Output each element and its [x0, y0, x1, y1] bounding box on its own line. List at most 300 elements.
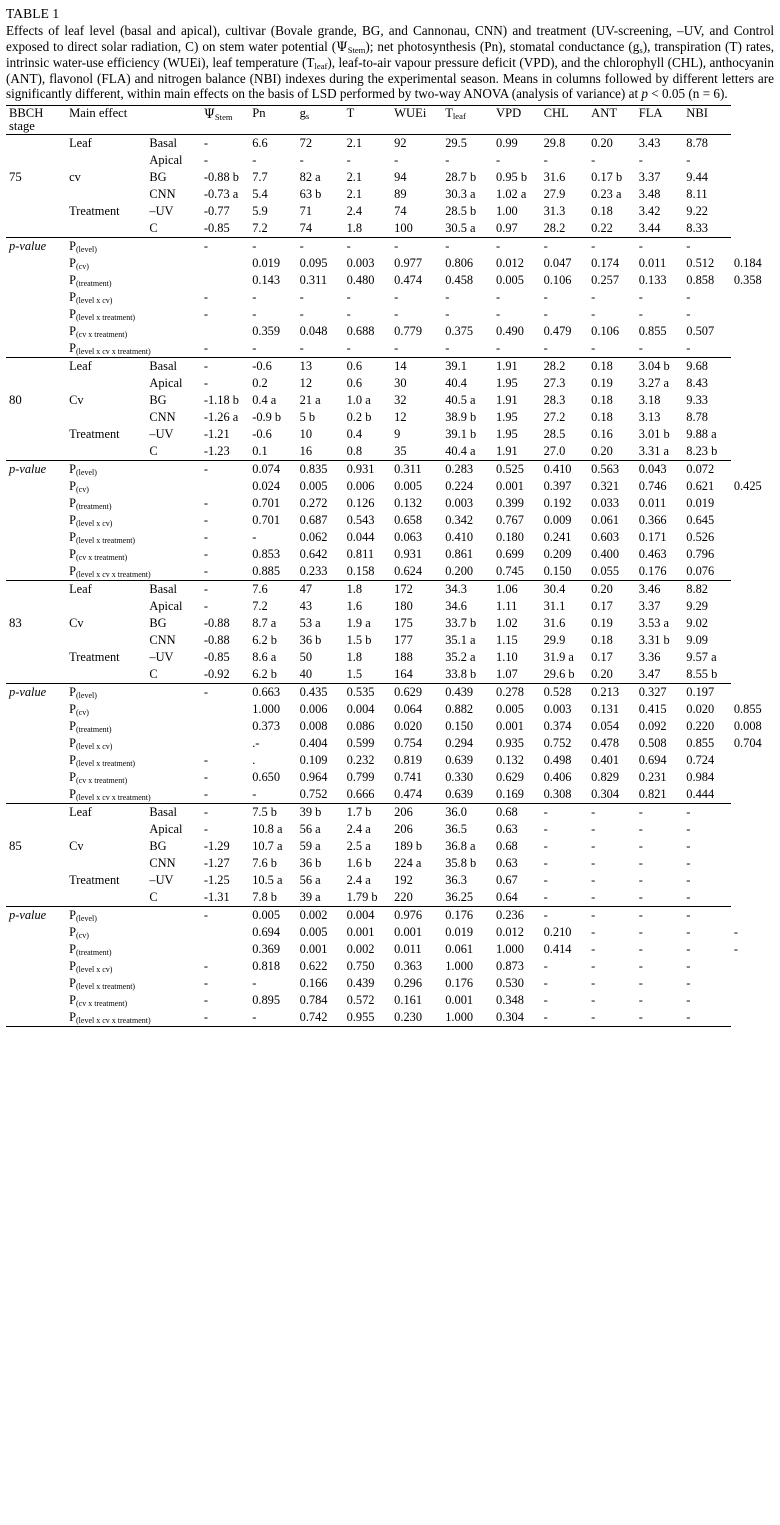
bbch-stage-blank — [6, 426, 66, 443]
header-main-effect: Main effect — [66, 105, 146, 134]
pvalue-cell: 0.741 — [394, 770, 423, 785]
value-cell: 36.25 — [445, 890, 474, 905]
pvalue-term: P(level x cv x treatment) — [69, 564, 151, 580]
value-cell: 40.4 — [445, 376, 467, 391]
value-cell: 39.1 — [442, 358, 493, 376]
pvalue-cell: 0.061 — [445, 942, 474, 957]
value-cell: 7.2 — [252, 599, 268, 614]
pvalue-cell: - — [252, 307, 257, 322]
main-effect-level: –UV — [149, 650, 174, 665]
pvalue-cell: 0.479 — [543, 324, 572, 339]
pvalue-cell: 0.525 — [493, 461, 541, 479]
pvalue-label-blank — [6, 306, 66, 323]
pvalue-cell: - — [686, 925, 691, 940]
value-cell: 0.6 — [346, 376, 363, 391]
pvalue-cell: 0.624 — [394, 564, 423, 579]
pvalue-cell: 0.463 — [638, 547, 667, 562]
header-psi-stem: ΨStem — [201, 105, 249, 134]
pvalue-cell: 0.008 — [299, 719, 328, 734]
value-cell: 1.15 — [496, 633, 518, 648]
pvalue-cell: 0.401 — [591, 753, 620, 768]
pvalue-cell: - — [201, 907, 249, 925]
value-cell: 0.18 — [591, 393, 613, 408]
value-cell: 7.6 — [249, 581, 296, 599]
pvalue-cell: 0.109 — [299, 753, 328, 768]
pvalue-cell: - — [683, 1009, 731, 1027]
pvalue-cell: 0.528 — [541, 684, 589, 702]
pvalue-cell: 0.311 — [299, 273, 328, 288]
pvalue-cell: - — [543, 307, 548, 322]
main-effect-level: BG — [149, 616, 167, 631]
value-cell: 0.18 — [591, 633, 613, 648]
pvalue-term: P(cv) — [69, 479, 89, 495]
value-cell: 1.9 a — [346, 616, 371, 631]
pvalue-cell: 0.011 — [394, 942, 422, 957]
table-row — [6, 186, 778, 203]
value-cell: -0.73 a — [203, 187, 239, 202]
pvalue-cell: 0.964 — [299, 770, 328, 785]
table-row — [6, 443, 778, 461]
value-cell: 0.1 — [252, 444, 268, 459]
main-effect — [66, 598, 146, 615]
pvalue-cell: 0.374 — [543, 719, 572, 734]
value-cell: 0.22 — [591, 221, 613, 236]
value-cell: - — [591, 839, 596, 854]
pvalue-cell: - — [496, 290, 501, 305]
pvalue-term: P(level x cv x treatment) — [69, 341, 151, 357]
value-cell: - — [686, 856, 691, 871]
pvalue-cell: 0.001 — [496, 719, 524, 734]
pvalue-cell: 0.143 — [252, 273, 281, 288]
pvalue-cell: 0.754 — [394, 736, 423, 751]
pvalue-cell: - — [591, 290, 596, 305]
pvalue-cell: 0.650 — [252, 770, 281, 785]
pvalue-cell: 0.241 — [543, 530, 572, 545]
pvalue-cell — [201, 941, 249, 958]
pvalue-cell: - — [591, 341, 596, 356]
pvalue-row — [6, 340, 778, 358]
value-cell: 9 — [394, 427, 401, 442]
pvalue-cell: 0.009 — [543, 513, 572, 528]
pvalue-term: P(level x treatment) — [69, 976, 136, 992]
pvalue-cell: - — [203, 290, 208, 305]
pvalue-cell: - — [203, 770, 208, 785]
value-cell: 10.8 a — [252, 822, 283, 837]
table-caption: Effects of leaf level (basal and apical), cultivar (Bovale grande, BG, and Cannonau, CNN) and treatment (UV-screening, –UV, and Control exposed to direct solar radiation, C) on stem water potential (ΨStem); net photosynthesis (Pn), stomatal conductance (gs), transpiration (T) rates, intrinsic water-use efficiency (WUEi), leaf temperature (Tleaf), leaf-to-air vapour pressure deficit (VPD), and the chlorophyll (CHL), anthocyanin (ANT), flavonol (FLA) and nitrogen balance (NBI) indexes during the experimental season. Means in columns followed by different letters are significantly different, within main effects on the basis of LSD performed by two-way ANOVA (analysis of variance) at p < 0.05 (n = 6). — [6, 23, 775, 102]
pvalue-cell: 0.002 — [346, 942, 375, 957]
pvalue-label-blank — [6, 718, 66, 735]
pvalue-cell: - — [591, 976, 596, 991]
pvalue-cell: - — [299, 341, 304, 356]
main-effect-level: Basal — [146, 581, 200, 599]
pvalue-cell: - — [299, 290, 304, 305]
pvalue-cell: - — [297, 238, 344, 256]
pvalue-cell: 0.658 — [394, 513, 423, 528]
value-cell: 0.17 — [591, 650, 613, 665]
pvalue-cell: 0.366 — [638, 513, 667, 528]
value-cell: 3.31 a — [638, 444, 670, 459]
bbch-stage-blank — [6, 855, 66, 872]
bbch-stage-blank — [6, 889, 66, 907]
pvalue-cell: - — [496, 307, 501, 322]
pvalue-cell: - — [638, 290, 643, 305]
value-cell: 1.02 — [496, 616, 518, 631]
pvalue-cell: 0.011 — [638, 256, 667, 271]
pvalue-term: P(treatment) — [69, 719, 112, 735]
value-cell: 3.37 — [638, 170, 661, 185]
value-cell: - — [638, 839, 643, 854]
pvalue-cell: 1.000 — [252, 702, 281, 717]
pvalue-cell: 0.019 — [252, 256, 281, 271]
value-cell: 6.2 b — [252, 633, 277, 648]
pvalue-label-blank — [6, 769, 66, 786]
bbch-stage-blank — [6, 872, 66, 889]
value-cell: - — [636, 804, 684, 822]
pvalue-cell: 0.004 — [344, 907, 392, 925]
main-effect-level: –UV — [149, 427, 174, 442]
pvalue-label-blank — [6, 255, 66, 272]
pvalue-cell: 0.688 — [346, 324, 375, 339]
value-cell: 5 b — [299, 410, 316, 425]
bbch-stage-blank — [6, 409, 66, 426]
value-cell: - — [496, 153, 501, 168]
value-cell: 1.11 — [496, 599, 518, 614]
value-cell: -1.31 — [203, 890, 230, 905]
pvalue-cell: - — [493, 238, 541, 256]
pvalue-cell: 0.174 — [591, 256, 620, 271]
pvalue-term: P(level) — [66, 907, 201, 925]
value-cell: 1.6 — [346, 599, 363, 614]
pvalue-cell: 0.012 — [496, 925, 524, 940]
pvalue-cell: 0.742 — [297, 1009, 344, 1027]
main-effect: Cv — [69, 839, 84, 854]
value-cell: 10.5 a — [252, 873, 283, 888]
value-cell: 3.04 b — [636, 358, 684, 376]
pvalue-row — [6, 255, 778, 272]
pvalue-label-blank — [6, 752, 66, 769]
pvalue-cell: 0.444 — [686, 787, 715, 802]
pvalue-cell: 0.895 — [252, 993, 281, 1008]
value-cell: 31.3 — [543, 204, 566, 219]
pvalue-cell: - — [686, 290, 691, 305]
pvalue-cell: 0.358 — [733, 273, 762, 288]
value-cell: 1.95 — [496, 376, 518, 391]
pvalue-cell: 0.752 — [543, 736, 572, 751]
pvalue-cell: 0.399 — [496, 496, 524, 511]
pvalue-cell: - — [686, 959, 691, 974]
pvalue-cell: 0.415 — [638, 702, 667, 717]
value-cell: 3.36 — [638, 650, 661, 665]
pvalue-cell: 0.663 — [249, 684, 296, 702]
pvalue-cell: - — [445, 307, 450, 322]
value-cell: 34.3 — [442, 581, 493, 599]
pvalue-cell: 0.629 — [496, 770, 524, 785]
pvalue-cell: - — [394, 290, 399, 305]
value-cell: - — [394, 153, 399, 168]
pvalue-label-blank — [6, 495, 66, 512]
pvalue-cell: 0.478 — [591, 736, 620, 751]
bbch-stage: 85 — [9, 839, 22, 854]
value-cell: 0.4 — [346, 427, 363, 442]
value-cell: 31.1 — [543, 599, 566, 614]
value-cell: - — [591, 822, 596, 837]
value-cell: 63 b — [299, 187, 322, 202]
main-effect-level: CNN — [149, 633, 176, 648]
pvalue-cell: 0.474 — [394, 273, 423, 288]
value-cell: - — [201, 581, 249, 599]
pvalue-cell: 0.176 — [442, 907, 493, 925]
pvalue-term: P(cv) — [69, 256, 89, 272]
pvalue-row — [6, 478, 778, 495]
pvalue-cell: 0.359 — [252, 324, 281, 339]
pvalue-cell: - — [591, 942, 596, 957]
pvalue-term: P(cv x treatment) — [69, 770, 128, 786]
table-row — [6, 649, 778, 666]
header-chl: CHL — [541, 105, 589, 134]
value-cell: 192 — [394, 873, 413, 888]
pvalue-cell: - — [203, 993, 208, 1008]
pvalue-row — [6, 718, 778, 735]
main-effect: Leaf — [66, 581, 146, 599]
pvalue-cell: 0.005 — [249, 907, 296, 925]
pvalue-cell: 0.745 — [496, 564, 524, 579]
value-cell: 1.0 a — [346, 393, 371, 408]
pvalue-cell: 0.642 — [299, 547, 328, 562]
pvalue-row — [6, 958, 778, 975]
value-cell: 8.23 b — [686, 444, 718, 459]
value-cell: 0.4 a — [252, 393, 277, 408]
pvalue-cell: 0.425 — [733, 479, 762, 494]
value-cell: 28.3 — [543, 393, 566, 408]
pvalue-cell: 0.233 — [299, 564, 328, 579]
value-cell: - — [591, 873, 596, 888]
pvalue-cell: 0.004 — [346, 702, 375, 717]
header-t: T — [344, 105, 392, 134]
value-cell: -0.6 — [252, 427, 272, 442]
pvalue-cell: 0.818 — [252, 959, 281, 974]
value-cell: 28.2 — [543, 221, 566, 236]
pvalue-cell: 0.308 — [543, 787, 572, 802]
pvalue-row — [6, 323, 778, 340]
bbch-stage-blank — [6, 375, 66, 392]
pvalue-cell: 0.526 — [686, 530, 715, 545]
pvalue-cell: 0.224 — [445, 479, 474, 494]
main-effect — [66, 855, 146, 872]
bbch-stage-blank — [6, 358, 66, 376]
pvalue-cell: 0.369 — [252, 942, 281, 957]
value-cell: - — [541, 804, 589, 822]
value-cell: 3.01 b — [638, 427, 670, 442]
value-cell: - — [686, 890, 691, 905]
pvalue-cell: - — [442, 238, 493, 256]
value-cell: 29.9 — [543, 633, 566, 648]
pvalue-cell: - — [543, 290, 548, 305]
bbch-stage-blank — [6, 152, 66, 169]
value-cell: 8.43 — [686, 376, 708, 391]
pvalue-cell: - — [541, 238, 589, 256]
value-cell: 82 a — [299, 170, 321, 185]
pvalue-cell: - — [588, 238, 636, 256]
table-row — [6, 409, 778, 426]
pvalue-cell: 0.278 — [493, 684, 541, 702]
pvalue-cell: 0.439 — [346, 976, 375, 991]
pvalue-label-blank — [6, 563, 66, 581]
value-cell: 28.5 — [543, 427, 566, 442]
header-wuei: WUEi — [391, 105, 442, 134]
pvalue-cell: 0.498 — [543, 753, 572, 768]
pvalue-cell: 0.694 — [638, 753, 667, 768]
header-gs: gs — [297, 105, 344, 134]
pvalue-cell: 0.458 — [445, 273, 474, 288]
pvalue-label-blank — [6, 786, 66, 804]
pvalue-cell: 0.855 — [733, 702, 762, 717]
value-cell: 71 — [299, 204, 313, 219]
pvalue-cell: 0.406 — [543, 770, 572, 785]
bbch-stage-blank — [6, 598, 66, 615]
main-effect-level: BG — [149, 393, 167, 408]
pvalue-term: P(cv) — [69, 925, 89, 941]
pvalue-cell: 0.400 — [591, 547, 620, 562]
value-cell: 1.95 — [496, 410, 518, 425]
value-cell: 0.19 — [591, 376, 613, 391]
value-cell: 0.20 — [591, 444, 613, 459]
value-cell: 43 — [299, 599, 313, 614]
value-cell: 1.91 — [493, 358, 541, 376]
bbch-stage-blank — [6, 581, 66, 599]
value-cell: - — [543, 890, 548, 905]
pvalue-cell: 0.363 — [394, 959, 423, 974]
main-effect-level: C — [149, 890, 158, 905]
value-cell: 7.2 — [252, 221, 268, 236]
main-effect — [66, 889, 146, 907]
value-cell: 3.31 b — [638, 633, 670, 648]
value-cell: 206 — [391, 804, 442, 822]
value-cell: 36.0 — [442, 804, 493, 822]
pvalue-cell: - — [683, 238, 731, 256]
pvalue-label-blank — [6, 975, 66, 992]
value-cell: - — [203, 153, 208, 168]
pvalue-cell: 0.150 — [445, 719, 474, 734]
pvalue-cell: 0.535 — [344, 684, 392, 702]
pvalue-cell: - — [686, 942, 691, 957]
value-cell: 0.63 — [496, 822, 518, 837]
value-cell: 3.47 — [638, 667, 661, 682]
pvalue-cell: 0.005 — [299, 925, 328, 940]
value-cell: 2.4 a — [346, 873, 371, 888]
pvalue-cell: 0.176 — [638, 564, 667, 579]
table-row — [6, 632, 778, 649]
header-main-effect-level — [146, 105, 200, 134]
pvalue-cell: 0.976 — [391, 907, 442, 925]
value-cell: 1.91 — [496, 444, 518, 459]
pvalue-cell — [201, 718, 249, 735]
bbch-stage-blank — [6, 443, 66, 461]
pvalue-cell: - — [203, 513, 208, 528]
pvalue-label-blank — [6, 701, 66, 718]
value-cell: 0.67 — [496, 873, 518, 888]
value-cell: 2.1 — [344, 135, 392, 153]
pvalue-cell: 0.563 — [588, 461, 636, 479]
value-cell: 28.7 b — [445, 170, 477, 185]
pvalue-cell: - — [541, 1009, 589, 1027]
header-vpd: VPD — [493, 105, 541, 134]
pvalue-cell: - — [203, 564, 208, 579]
pvalue-cell: 0.327 — [636, 684, 684, 702]
value-cell: - — [543, 153, 548, 168]
pvalue-cell: - — [445, 290, 450, 305]
pvalue-cell: 0.490 — [496, 324, 524, 339]
value-cell: 35 — [394, 444, 407, 459]
main-effect-level: BG — [149, 839, 167, 854]
pvalue-cell: - — [588, 907, 636, 925]
bbch-stage-blank — [6, 804, 66, 822]
pvalue-label-blank — [6, 924, 66, 941]
value-cell: 27.0 — [543, 444, 566, 459]
pvalue-term: P(treatment) — [69, 496, 112, 512]
pvalue-cell: 0.161 — [394, 993, 423, 1008]
pvalue-cell: 0.622 — [299, 959, 328, 974]
pvalue-cell: 0.005 — [496, 702, 524, 717]
value-cell: 0.99 — [493, 135, 541, 153]
pvalue-cell: 0.746 — [638, 479, 667, 494]
pvalue-label: p-value — [6, 238, 66, 256]
value-cell: 36 b — [299, 856, 322, 871]
main-effect — [66, 632, 146, 649]
pvalue-cell: - — [203, 976, 208, 991]
value-cell: - — [683, 804, 731, 822]
main-effect-level: Apical — [149, 153, 183, 168]
pvalue-cell: 0.819 — [394, 753, 423, 768]
pvalue-cell: 0.106 — [543, 273, 572, 288]
value-cell: 8.78 — [683, 135, 731, 153]
pvalue-cell: 0.001 — [346, 925, 375, 940]
value-cell: 188 — [394, 650, 413, 665]
table-row — [6, 135, 778, 153]
value-cell: 30.3 a — [445, 187, 476, 202]
pvalue-cell: 0.257 — [591, 273, 620, 288]
pvalue-cell: - — [252, 341, 257, 356]
value-cell: - — [299, 153, 304, 168]
main-effect-level: C — [149, 444, 158, 459]
pvalue-cell — [201, 735, 249, 752]
value-cell: 180 — [394, 599, 413, 614]
value-cell: 38.9 b — [445, 410, 477, 425]
value-cell: 29.6 b — [543, 667, 575, 682]
value-cell: 1.5 — [346, 667, 363, 682]
pvalue-term: P(level x cv) — [69, 290, 113, 306]
pvalue-cell: - — [346, 341, 351, 356]
value-cell: 224 a — [394, 856, 422, 871]
pvalue-cell: 0.752 — [299, 787, 328, 802]
results-table — [6, 105, 778, 1027]
pvalue-term: P(treatment) — [69, 942, 112, 958]
pvalue-row — [6, 529, 778, 546]
header-tleaf: Tleaf — [442, 105, 493, 134]
pvalue-cell: 0.799 — [346, 770, 375, 785]
pvalue-cell: 0.861 — [445, 547, 474, 562]
value-cell: 206 — [394, 822, 413, 837]
value-cell: 1.10 — [496, 650, 518, 665]
pvalue-cell: 0.020 — [686, 702, 715, 717]
table-number: TABLE 1 — [6, 6, 60, 21]
value-cell: - — [543, 873, 548, 888]
table-row — [6, 426, 778, 443]
pvalue-row — [6, 684, 778, 702]
pvalue-cell: 0.480 — [346, 273, 375, 288]
main-effect-level: CNN — [149, 856, 176, 871]
value-cell: 0.6 — [344, 358, 392, 376]
table-row — [6, 804, 778, 822]
